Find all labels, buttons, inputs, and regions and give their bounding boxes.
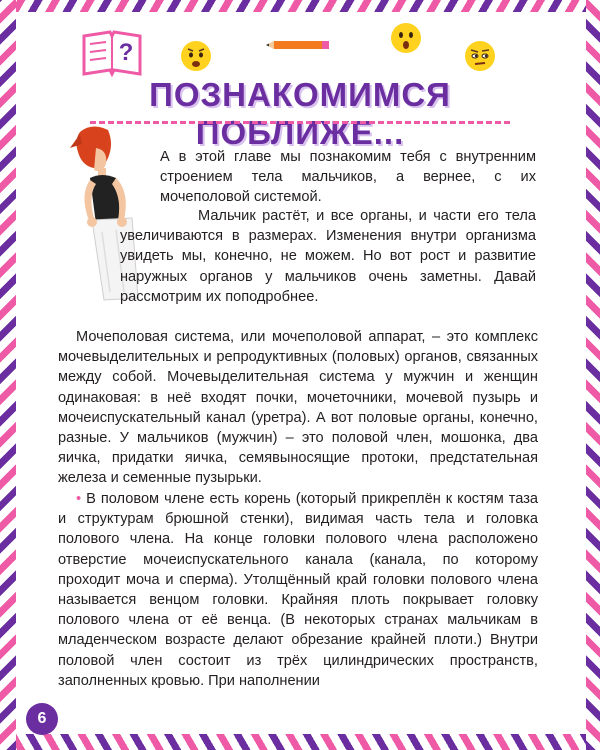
intro-paragraph: А в этой главе мы познакомим тебя с внутренним строением тела мальчиков, а вернее, с их мочеполовой системой. <box>160 149 536 206</box>
title-underline <box>90 121 510 124</box>
system-paragraph: Мочеполовая система, или мочеполовой аппарат, – это комплекс мочевыделительных и репродуктивных (половых) органов, связанных между собой. Мочевыделительная система у мужчин и женщин одинаковая: в неё входят почки, мочеточники, мочевой пузырь и мочеиспускательный канал (уретра). А вот половые органы, конечно, разные. У мальчиков (мужчин) – это половой член, мошонка, два яичка, придатки яичка, семявыносящие протоки, предстательная железа и семенные пузырьки. <box>58 329 538 487</box>
growth-paragraph: Мальчик растёт, и все органы, и части его тела увеличиваются в размерах. Изменения внутри организма увидеть мы, конечно, не можем. Но вот рост и развитие наружных органов у мальчиков очень заметны. Давай рассмотрим их поподробнее. <box>120 208 536 305</box>
penis-paragraph <box>58 489 538 691</box>
page-number: 6 <box>26 703 58 735</box>
surprised-face-icon <box>390 22 422 54</box>
penis-paragraph-text: В половом члене есть корень (который прикреплён к костям таза и структурам брюшной стенки), видимая часть тела и головка полового члена. На конце головки полового члена расположено отверстие мочеиспускательного канала (канала, по которому проходит моча и сперма). Утолщённый край головки полового члена называется венцом головки. Крайняя плоть покрывает головку полового члена от её венца. (В некоторых странах мальчикам в младенческом возрасте делают обрезание крайней плоти.) Внутри половой член состоит из трёх цилиндрических пространств, заполненных кровью. При наполнении <box>58 491 539 689</box>
bullet-marker: • <box>76 491 82 507</box>
decorative-border-top <box>0 0 600 12</box>
worried-face-icon <box>180 40 212 72</box>
skeptical-face-icon <box>464 40 496 72</box>
chapter-title: ПОЗНАКОМИМСЯ ПОБЛИЖЕ... <box>149 76 451 151</box>
svg-text:?: ? <box>118 39 134 66</box>
decorative-border-left <box>0 0 16 750</box>
book-question-icon <box>80 28 144 78</box>
pencil-icon <box>266 38 330 52</box>
decorative-border-bottom <box>0 734 600 750</box>
decorative-border-right <box>586 0 600 750</box>
